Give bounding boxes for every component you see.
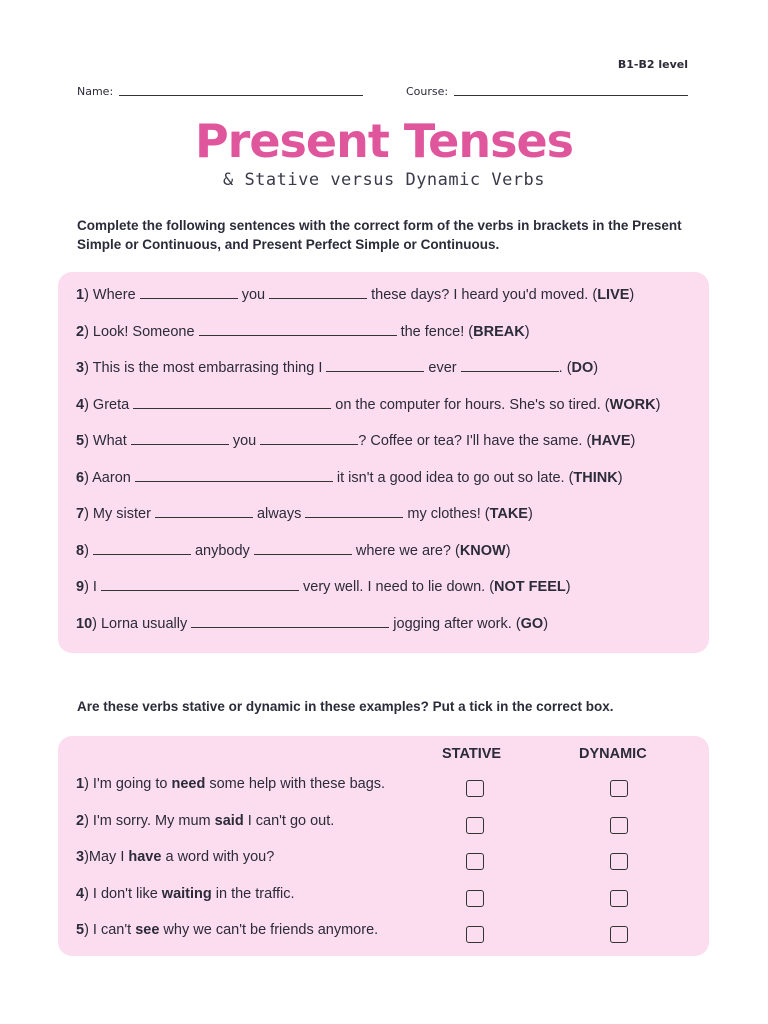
item-number: 3 xyxy=(76,360,85,376)
verb-hint: GO xyxy=(520,615,544,632)
verb-hint: KNOW xyxy=(459,542,506,559)
closing-bracket: ) xyxy=(524,323,530,340)
exercise-item xyxy=(76,396,660,413)
item-text: ) I xyxy=(84,579,101,595)
item-text: anybody xyxy=(190,542,254,559)
answer-blank[interactable] xyxy=(101,578,299,591)
exercise-item xyxy=(76,359,598,376)
course-label: Course: xyxy=(406,85,449,98)
item-number: 9 xyxy=(76,579,85,595)
item-number: 2 xyxy=(76,323,85,340)
item-text: ) Aaron xyxy=(84,469,135,486)
answer-blank[interactable] xyxy=(254,542,352,555)
answer-blank[interactable] xyxy=(260,432,358,445)
item-text: ) I can't xyxy=(84,922,136,938)
item-text: ) Greta xyxy=(84,396,134,413)
item-text: ) Look! Someone xyxy=(84,323,199,340)
answer-blank[interactable] xyxy=(269,286,367,299)
item-text: why we can't be friends anymore. xyxy=(159,922,379,938)
item-text: ) I'm sorry. My mum xyxy=(84,812,215,829)
answer-blank[interactable] xyxy=(133,396,331,409)
dynamic-checkbox[interactable] xyxy=(610,853,628,870)
section2-instruction: Are these verbs stative or dynamic in these examples? Put a tick in the correct box. xyxy=(77,699,614,714)
item-number: 3 xyxy=(76,849,85,865)
answer-blank[interactable] xyxy=(155,505,253,518)
exercise-item xyxy=(76,542,511,559)
item-text: in the traffic. xyxy=(211,885,295,902)
stative-checkbox[interactable] xyxy=(466,780,484,797)
item-number: 10 xyxy=(76,615,93,632)
section1-instruction: Complete the following sentences with the correct form of the verbs in brackets in the Present Simple or Continuous, and Present Perfect Simple or Continuous. xyxy=(77,218,682,252)
answer-blank[interactable] xyxy=(305,505,403,518)
verb-hint: DO xyxy=(571,360,594,376)
name-field[interactable] xyxy=(77,85,363,98)
closing-bracket: ) xyxy=(593,360,599,376)
item-number: 1 xyxy=(76,776,85,792)
dynamic-column-header: DYNAMIC xyxy=(579,746,647,762)
answer-blank[interactable] xyxy=(140,286,238,299)
exercise-item xyxy=(76,323,530,340)
stative-dynamic-exercise xyxy=(58,736,709,956)
item-number: 1 xyxy=(76,287,85,303)
answer-blank[interactable] xyxy=(199,323,397,336)
answer-blank[interactable] xyxy=(135,469,333,482)
item-text: )May I xyxy=(84,849,129,865)
stative-checkbox[interactable] xyxy=(466,817,484,834)
item-text: on the computer for hours. She's so tired. ( xyxy=(331,396,610,413)
stative-checkbox[interactable] xyxy=(466,926,484,943)
item-text: ) I'm going to xyxy=(84,776,172,792)
dynamic-checkbox[interactable] xyxy=(610,926,628,943)
item-text: ever xyxy=(424,360,461,376)
exercise-item xyxy=(76,286,634,303)
item-text: these days? I heard you'd moved. ( xyxy=(367,287,598,303)
target-verb: see xyxy=(135,922,160,938)
item-text: you xyxy=(237,287,270,303)
course-field[interactable] xyxy=(406,85,688,98)
gap-fill-exercise xyxy=(58,272,709,653)
verb-hint: WORK xyxy=(609,396,656,413)
closing-bracket: ) xyxy=(617,469,623,486)
classify-item xyxy=(76,813,334,829)
target-verb: need xyxy=(171,776,206,792)
item-number: 5 xyxy=(76,922,85,938)
item-text: I can't go out. xyxy=(243,812,335,829)
exercise-item xyxy=(76,505,533,522)
verb-hint: NOT FEEL xyxy=(494,579,566,595)
dynamic-checkbox[interactable] xyxy=(610,817,628,834)
item-text: ) xyxy=(84,542,93,559)
classify-item xyxy=(76,922,378,938)
dynamic-checkbox[interactable] xyxy=(610,890,628,907)
verb-hint: BREAK xyxy=(473,323,525,340)
answer-blank[interactable] xyxy=(191,615,389,628)
item-text: ) I don't like xyxy=(84,885,162,902)
answer-blank[interactable] xyxy=(326,359,424,372)
closing-bracket: ) xyxy=(505,542,511,559)
target-verb: waiting xyxy=(161,885,212,902)
item-number: 4 xyxy=(76,396,85,413)
classify-item xyxy=(76,886,295,902)
item-text: always xyxy=(252,506,306,522)
exercise-item xyxy=(76,578,571,595)
item-text: some help with these bags. xyxy=(205,776,386,792)
item-number: 4 xyxy=(76,885,85,902)
item-text: . ( xyxy=(558,360,572,376)
name-line[interactable] xyxy=(119,94,363,96)
item-text: my clothes! ( xyxy=(403,506,490,522)
item-number: 5 xyxy=(76,433,85,449)
item-number: 8 xyxy=(76,542,85,559)
item-number: 7 xyxy=(76,506,85,522)
verb-hint: LIVE xyxy=(597,287,630,303)
exercise-item xyxy=(76,432,635,449)
item-text: ) My sister xyxy=(84,506,155,522)
closing-bracket: ) xyxy=(630,433,636,449)
answer-blank[interactable] xyxy=(131,432,229,445)
item-text: a word with you? xyxy=(161,849,275,865)
exercise-item xyxy=(76,469,623,486)
item-text: ) What xyxy=(84,433,131,449)
dynamic-checkbox[interactable] xyxy=(610,780,628,797)
name-label: Name: xyxy=(77,85,114,98)
classify-item xyxy=(76,849,274,865)
classify-item xyxy=(76,776,385,792)
item-text: where we are? ( xyxy=(351,542,460,559)
exercise-item xyxy=(76,615,548,632)
stative-column-header: STATIVE xyxy=(442,746,502,762)
item-text: jogging after work. ( xyxy=(389,615,521,632)
item-text: it isn't a good idea to go out so late. ( xyxy=(332,469,574,486)
item-number: 2 xyxy=(76,812,85,829)
item-text: ? Coffee or tea? I'll have the same. ( xyxy=(358,433,592,449)
closing-bracket: ) xyxy=(527,506,533,522)
closing-bracket: ) xyxy=(655,396,661,413)
item-text: very well. I need to lie down. ( xyxy=(299,579,495,595)
answer-blank[interactable] xyxy=(93,542,191,555)
target-verb: have xyxy=(128,849,162,865)
item-text: ) Where xyxy=(84,287,140,303)
stative-checkbox[interactable] xyxy=(466,890,484,907)
verb-hint: THINK xyxy=(573,469,618,486)
page-subtitle: & Stative versus Dynamic Verbs xyxy=(222,170,546,190)
verb-hint: TAKE xyxy=(489,506,528,522)
item-text: ) This is the most embarrasing thing I xyxy=(84,360,327,376)
page-title: Present Tenses xyxy=(194,114,574,168)
closing-bracket: ) xyxy=(565,579,571,595)
target-verb: said xyxy=(214,812,244,829)
closing-bracket: ) xyxy=(629,287,635,303)
course-line[interactable] xyxy=(454,94,688,96)
answer-blank[interactable] xyxy=(461,359,559,372)
item-text: you xyxy=(228,433,261,449)
closing-bracket: ) xyxy=(543,615,549,632)
level-label: B1-B2 level xyxy=(617,58,688,71)
verb-hint: HAVE xyxy=(591,433,631,449)
item-text: ) Lorna usually xyxy=(92,615,192,632)
stative-checkbox[interactable] xyxy=(466,853,484,870)
item-text: the fence! ( xyxy=(396,323,474,340)
item-number: 6 xyxy=(76,469,85,486)
